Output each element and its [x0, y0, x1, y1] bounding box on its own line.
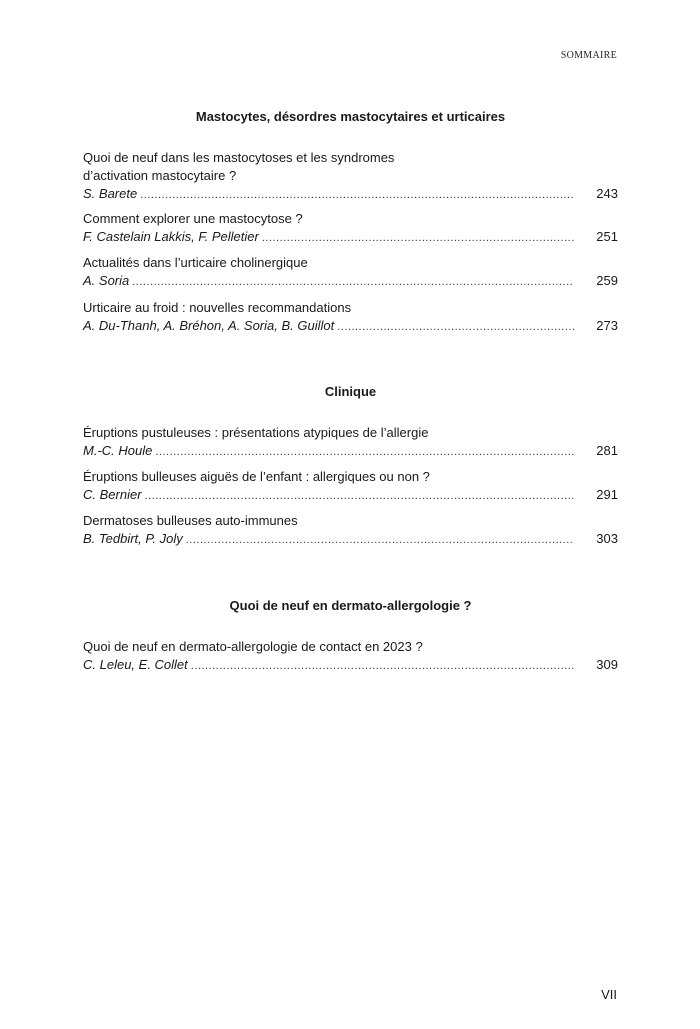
section-title-quoi-de-neuf: Quoi de neuf en dermato-allergologie ?	[229, 598, 472, 613]
entry-authors: A. Du-Thanh, A. Bréhon, A. Soria, B. Guillot	[83, 318, 335, 333]
dot-leader	[262, 229, 574, 247]
entry-page-number: 281	[596, 443, 618, 458]
entry-title: Comment explorer une mastocytose ?	[83, 211, 303, 226]
toc-entry[interactable]	[83, 254, 618, 291]
dot-leader	[140, 186, 574, 204]
entry-title: Quoi de neuf dans les mastocytoses et les syndromes	[83, 150, 395, 165]
toc-entry[interactable]	[83, 424, 618, 461]
entry-title: Urticaire au froid : nouvelles recommandations	[83, 300, 352, 315]
entry-title: Dermatoses bulleuses auto-immunes	[83, 513, 298, 528]
entry-title-continued: d’activation mastocytaire ?	[83, 168, 237, 183]
entry-authors: A. Soria	[83, 273, 130, 288]
toc-entry[interactable]	[83, 512, 618, 549]
entry-authors: S. Barete	[83, 186, 138, 201]
entry-page-number: 273	[596, 318, 618, 333]
dot-leader	[145, 487, 574, 505]
entry-page-number: 303	[596, 531, 618, 546]
dot-leader	[155, 443, 574, 461]
entry-authors: C. Bernier	[83, 487, 142, 502]
section-title-clinique: Clinique	[324, 384, 377, 399]
toc-entry[interactable]	[83, 468, 618, 505]
toc-entry[interactable]	[83, 210, 618, 247]
entry-title: Actualités dans l’urticaire cholinergique	[83, 255, 308, 270]
dot-leader	[337, 318, 574, 336]
entry-page-number: 243	[596, 186, 618, 201]
dot-leader	[191, 657, 574, 675]
section-title-mastocytes: Mastocytes, désordres mastocytaires et urticaires	[195, 109, 506, 124]
entry-authors: C. Leleu, E. Collet	[83, 657, 188, 672]
toc-entry[interactable]	[83, 299, 618, 336]
entry-title: Éruptions bulleuses aiguës de l’enfant : allergiques ou non ?	[83, 469, 430, 484]
toc-entry[interactable]	[83, 149, 618, 204]
entry-authors: B. Tedbirt, P. Joly	[83, 531, 183, 546]
entry-title: Quoi de neuf en dermato-allergologie de contact en 2023 ?	[83, 639, 423, 654]
entry-page-number: 259	[596, 273, 618, 288]
entry-page-number: 291	[596, 487, 618, 502]
toc-entry[interactable]	[83, 638, 618, 675]
dot-leader	[132, 273, 574, 291]
entry-authors: M.-C. Houle	[83, 443, 153, 458]
entry-page-number: 309	[596, 657, 618, 672]
entry-title: Éruptions pustuleuses : présentations atypiques de l’allergie	[83, 425, 429, 440]
dot-leader	[186, 531, 574, 549]
running-head: SOMMAIRE	[560, 50, 617, 61]
entry-authors: F. Castelain Lakkis, F. Pelletier	[83, 229, 259, 244]
entry-page-number: 251	[596, 229, 618, 244]
page-folio: VII	[601, 987, 617, 1002]
